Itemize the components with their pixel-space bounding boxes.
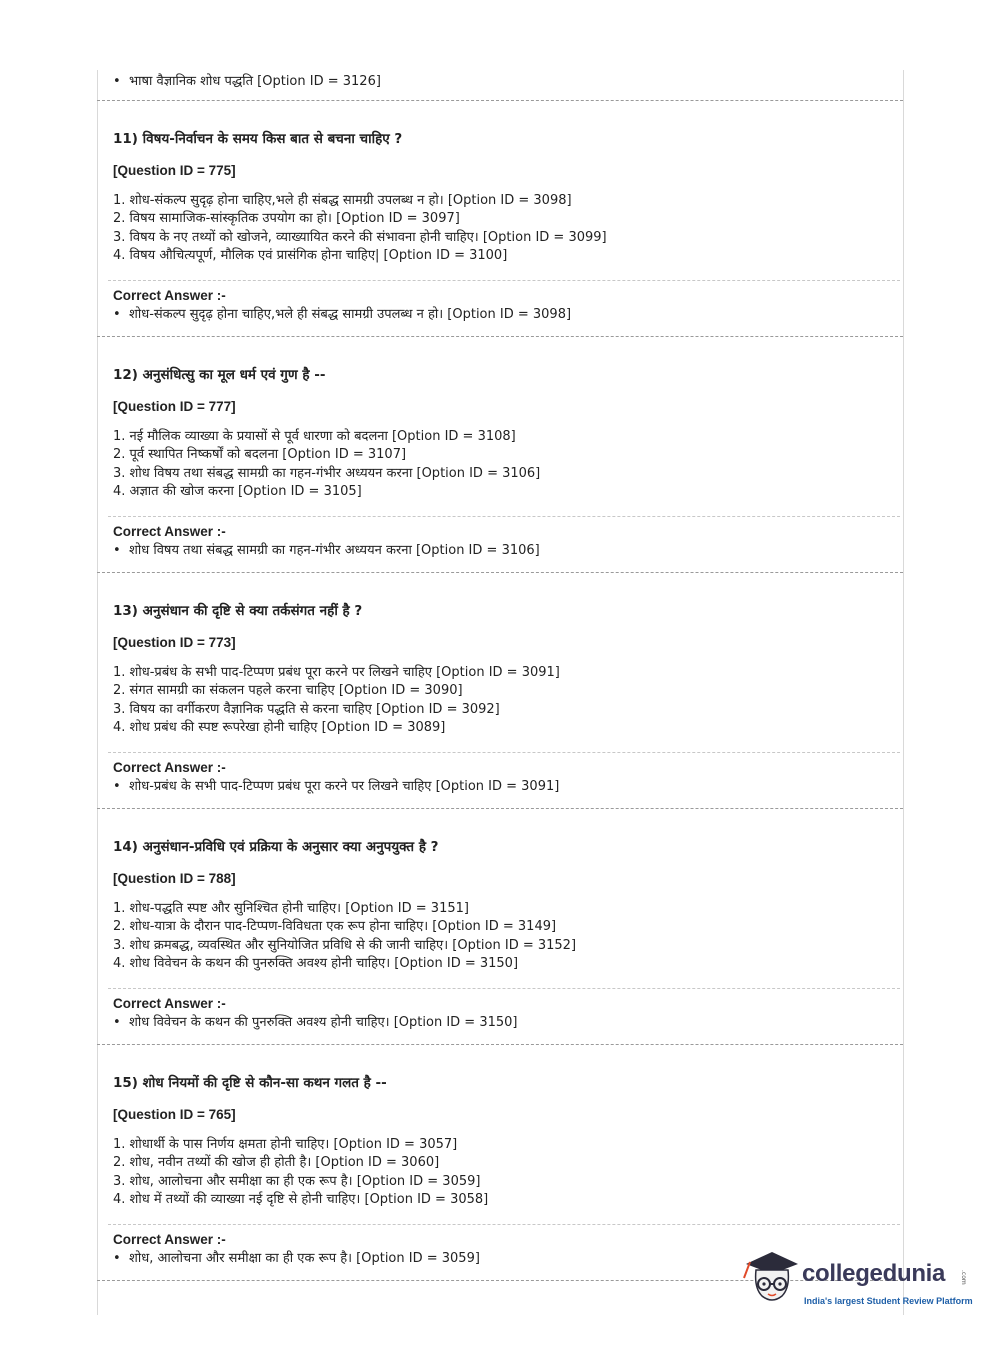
logo-tagline: India's largest Student Review Platform: [804, 1296, 973, 1306]
question-id: [Question ID = 788]: [113, 871, 236, 886]
options-list: [113, 428, 893, 502]
answer-divider: [108, 1224, 900, 1225]
option-item: 4. शोध में तथ्यों की व्याख्या नई दृष्टि से होनी चाहिए। [Option ID = 3058]: [113, 1192, 489, 1208]
question-title: 15) शोध नियमों की दृष्टि से कौन-सा कथन गलत है --: [113, 1075, 387, 1091]
correct-answer-14: [113, 995, 893, 1033]
correct-answer-label: Correct Answer :-: [113, 1232, 226, 1247]
option-item: 4. शोध विवेचन के कथन की पुनरुक्ति अवश्य होनी चाहिए। [Option ID = 3150]: [113, 956, 519, 972]
question-divider: [97, 336, 903, 337]
options-list: [113, 1136, 893, 1210]
question-14: [113, 837, 893, 974]
correct-answer-text: शोध विवेचन के कथन की पुनरुक्ति अवश्य होनी चाहिए। [Option ID = 3150]: [129, 1015, 518, 1030]
question-11: [113, 129, 893, 266]
question-title: 13) अनुसंधान की दृष्टि से क्या तर्कसंगत नहीं है ?: [113, 603, 363, 619]
correct-answer-text: शोध, आलोचना और समीक्षा का ही एक रूप है। [Option ID = 3059]: [129, 1251, 480, 1266]
correct-answer-label: Correct Answer :-: [113, 996, 226, 1011]
option-item: 2. संगत सामग्री का संकलन पहले करना चाहिए [Option ID = 3090]: [113, 683, 463, 699]
answer-divider: [108, 988, 900, 989]
option-item: 1. शोधार्थी के पास निर्णय क्षमता होनी चाहिए। [Option ID = 3057]: [113, 1137, 458, 1152]
correct-answer-11: [113, 287, 893, 325]
bullet-icon: •: [113, 779, 121, 794]
correct-answer-label: Correct Answer :-: [113, 760, 226, 775]
question-id: [Question ID = 765]: [113, 1107, 236, 1122]
option-item: 3. शोध विषय तथा संबद्ध सामग्री का गहन-गंभीर अध्ययन करना [Option ID = 3106]: [113, 465, 541, 481]
option-item: 3. शोध क्रमबद्ध, व्यवस्थित और सुनियोजित प्रविधि से की जानी चाहिए। [Option ID = 3152]: [113, 937, 577, 953]
question-title: 11) विषय-निर्वाचन के समय किस बात से बचना चाहिए ?: [113, 131, 403, 147]
question-15: [113, 1073, 893, 1210]
option-item: 3. विषय का वर्गीकरण वैज्ञानिक पद्धति से करना चाहिए [Option ID = 3092]: [113, 701, 500, 717]
option-item: 4. विषय औचित्यपूर्ण, मौलिक एवं प्रासंगिक होना चाहिए| [Option ID = 3100]: [113, 248, 508, 264]
correct-answer-text: शोध-संकल्प सुदृढ़ होना चाहिए,भले ही संबद्ध सामग्री उपलब्ध न हो। [Option ID = 3098]: [129, 307, 572, 322]
option-item: 2. पूर्व स्थापित निष्कर्षों को बदलना [Option ID = 3107]: [113, 447, 407, 463]
option-item: 3. शोध, आलोचना और समीक्षा का ही एक रूप है। [Option ID = 3059]: [113, 1173, 481, 1189]
bullet-icon: •: [113, 543, 121, 558]
previous-answer-text: भाषा वैज्ञानिक शोध पद्धति [Option ID = 3126]: [129, 74, 381, 89]
logo-domain: .com: [960, 1270, 967, 1285]
question-divider: [97, 808, 903, 809]
correct-answer-label: Correct Answer :-: [113, 524, 226, 539]
correct-answer-text: शोध विषय तथा संबद्ध सामग्री का गहन-गंभीर अध्ययन करना [Option ID = 3106]: [129, 543, 540, 558]
answer-divider: [108, 280, 900, 281]
option-item: 3. विषय के नए तथ्यों को खोजने, व्याख्यायित करने की संभावना होनी चाहिए। [Option ID = 3099]: [113, 229, 607, 245]
bullet-icon: •: [113, 1251, 121, 1266]
option-item: 1. नई मौलिक व्याख्या के प्रयासों से पूर्व धारणा को बदलना [Option ID = 3108]: [113, 429, 516, 444]
question-divider: [97, 1044, 903, 1045]
options-list: [113, 900, 893, 974]
option-item: 1. शोध-प्रबंध के सभी पाद-टिप्पण प्रबंध पूरा करने पर लिखने चाहिए [Option ID = 3091]: [113, 665, 560, 680]
option-item: 4. शोध प्रबंध की स्पष्ट रूपरेखा होनी चाहिए [Option ID = 3089]: [113, 720, 446, 736]
collegedunia-logo[interactable]: [742, 1248, 972, 1313]
answer-divider: [108, 752, 900, 753]
previous-answer: • भाषा वैज्ञानिक शोध पद्धति [Option ID = 3126]: [113, 74, 381, 89]
options-list: [113, 664, 893, 738]
option-item: 2. शोध, नवीन तथ्यों की खोज ही होती है। [Option ID = 3060]: [113, 1155, 440, 1171]
option-item: 1. शोध-पद्धति स्पष्ट और सुनिश्चित होनी चाहिए। [Option ID = 3151]: [113, 901, 469, 916]
correct-answer-13: [113, 759, 893, 797]
correct-answer-label: Correct Answer :-: [113, 288, 226, 303]
question-id: [Question ID = 777]: [113, 399, 236, 414]
question-title: 14) अनुसंधान-प्रविधि एवं प्रक्रिया के अनुसार क्या अनुपयुक्त है ?: [113, 839, 439, 855]
option-item: 2. विषय सामाजिक-सांस्कृतिक उपयोग का हो। [Option ID = 3097]: [113, 211, 460, 227]
question-13: [113, 601, 893, 738]
options-list: [113, 192, 893, 266]
graduate-mascot-icon: [742, 1248, 802, 1310]
question-title: 12) अनुसंधित्सु का मूल धर्म एवं गुण है --: [113, 367, 326, 383]
answer-divider: [108, 516, 900, 517]
bullet-icon: •: [113, 307, 121, 322]
question-divider: [97, 572, 903, 573]
question-id: [Question ID = 775]: [113, 163, 236, 178]
logo-wordmark: collegedunia: [802, 1260, 946, 1287]
option-item: 1. शोध-संकल्प सुदृढ़ होना चाहिए,भले ही संबद्ध सामग्री उपलब्ध न हो। [Option ID = 3098]: [113, 193, 572, 208]
question-divider: [97, 100, 903, 101]
option-item: 4. अज्ञात की खोज करना [Option ID = 3105]: [113, 484, 362, 500]
correct-answer-text: शोध-प्रबंध के सभी पाद-टिप्पण प्रबंध पूरा करने पर लिखने चाहिए [Option ID = 3091]: [129, 779, 560, 794]
question-id: [Question ID = 773]: [113, 635, 236, 650]
bullet-icon: •: [113, 1015, 121, 1030]
option-item: 2. शोध-यात्रा के दौरान पाद-टिप्पण-विविधता एक रूप होना चाहिए। [Option ID = 3149]: [113, 919, 557, 935]
question-12: [113, 365, 893, 502]
correct-answer-12: [113, 523, 893, 561]
